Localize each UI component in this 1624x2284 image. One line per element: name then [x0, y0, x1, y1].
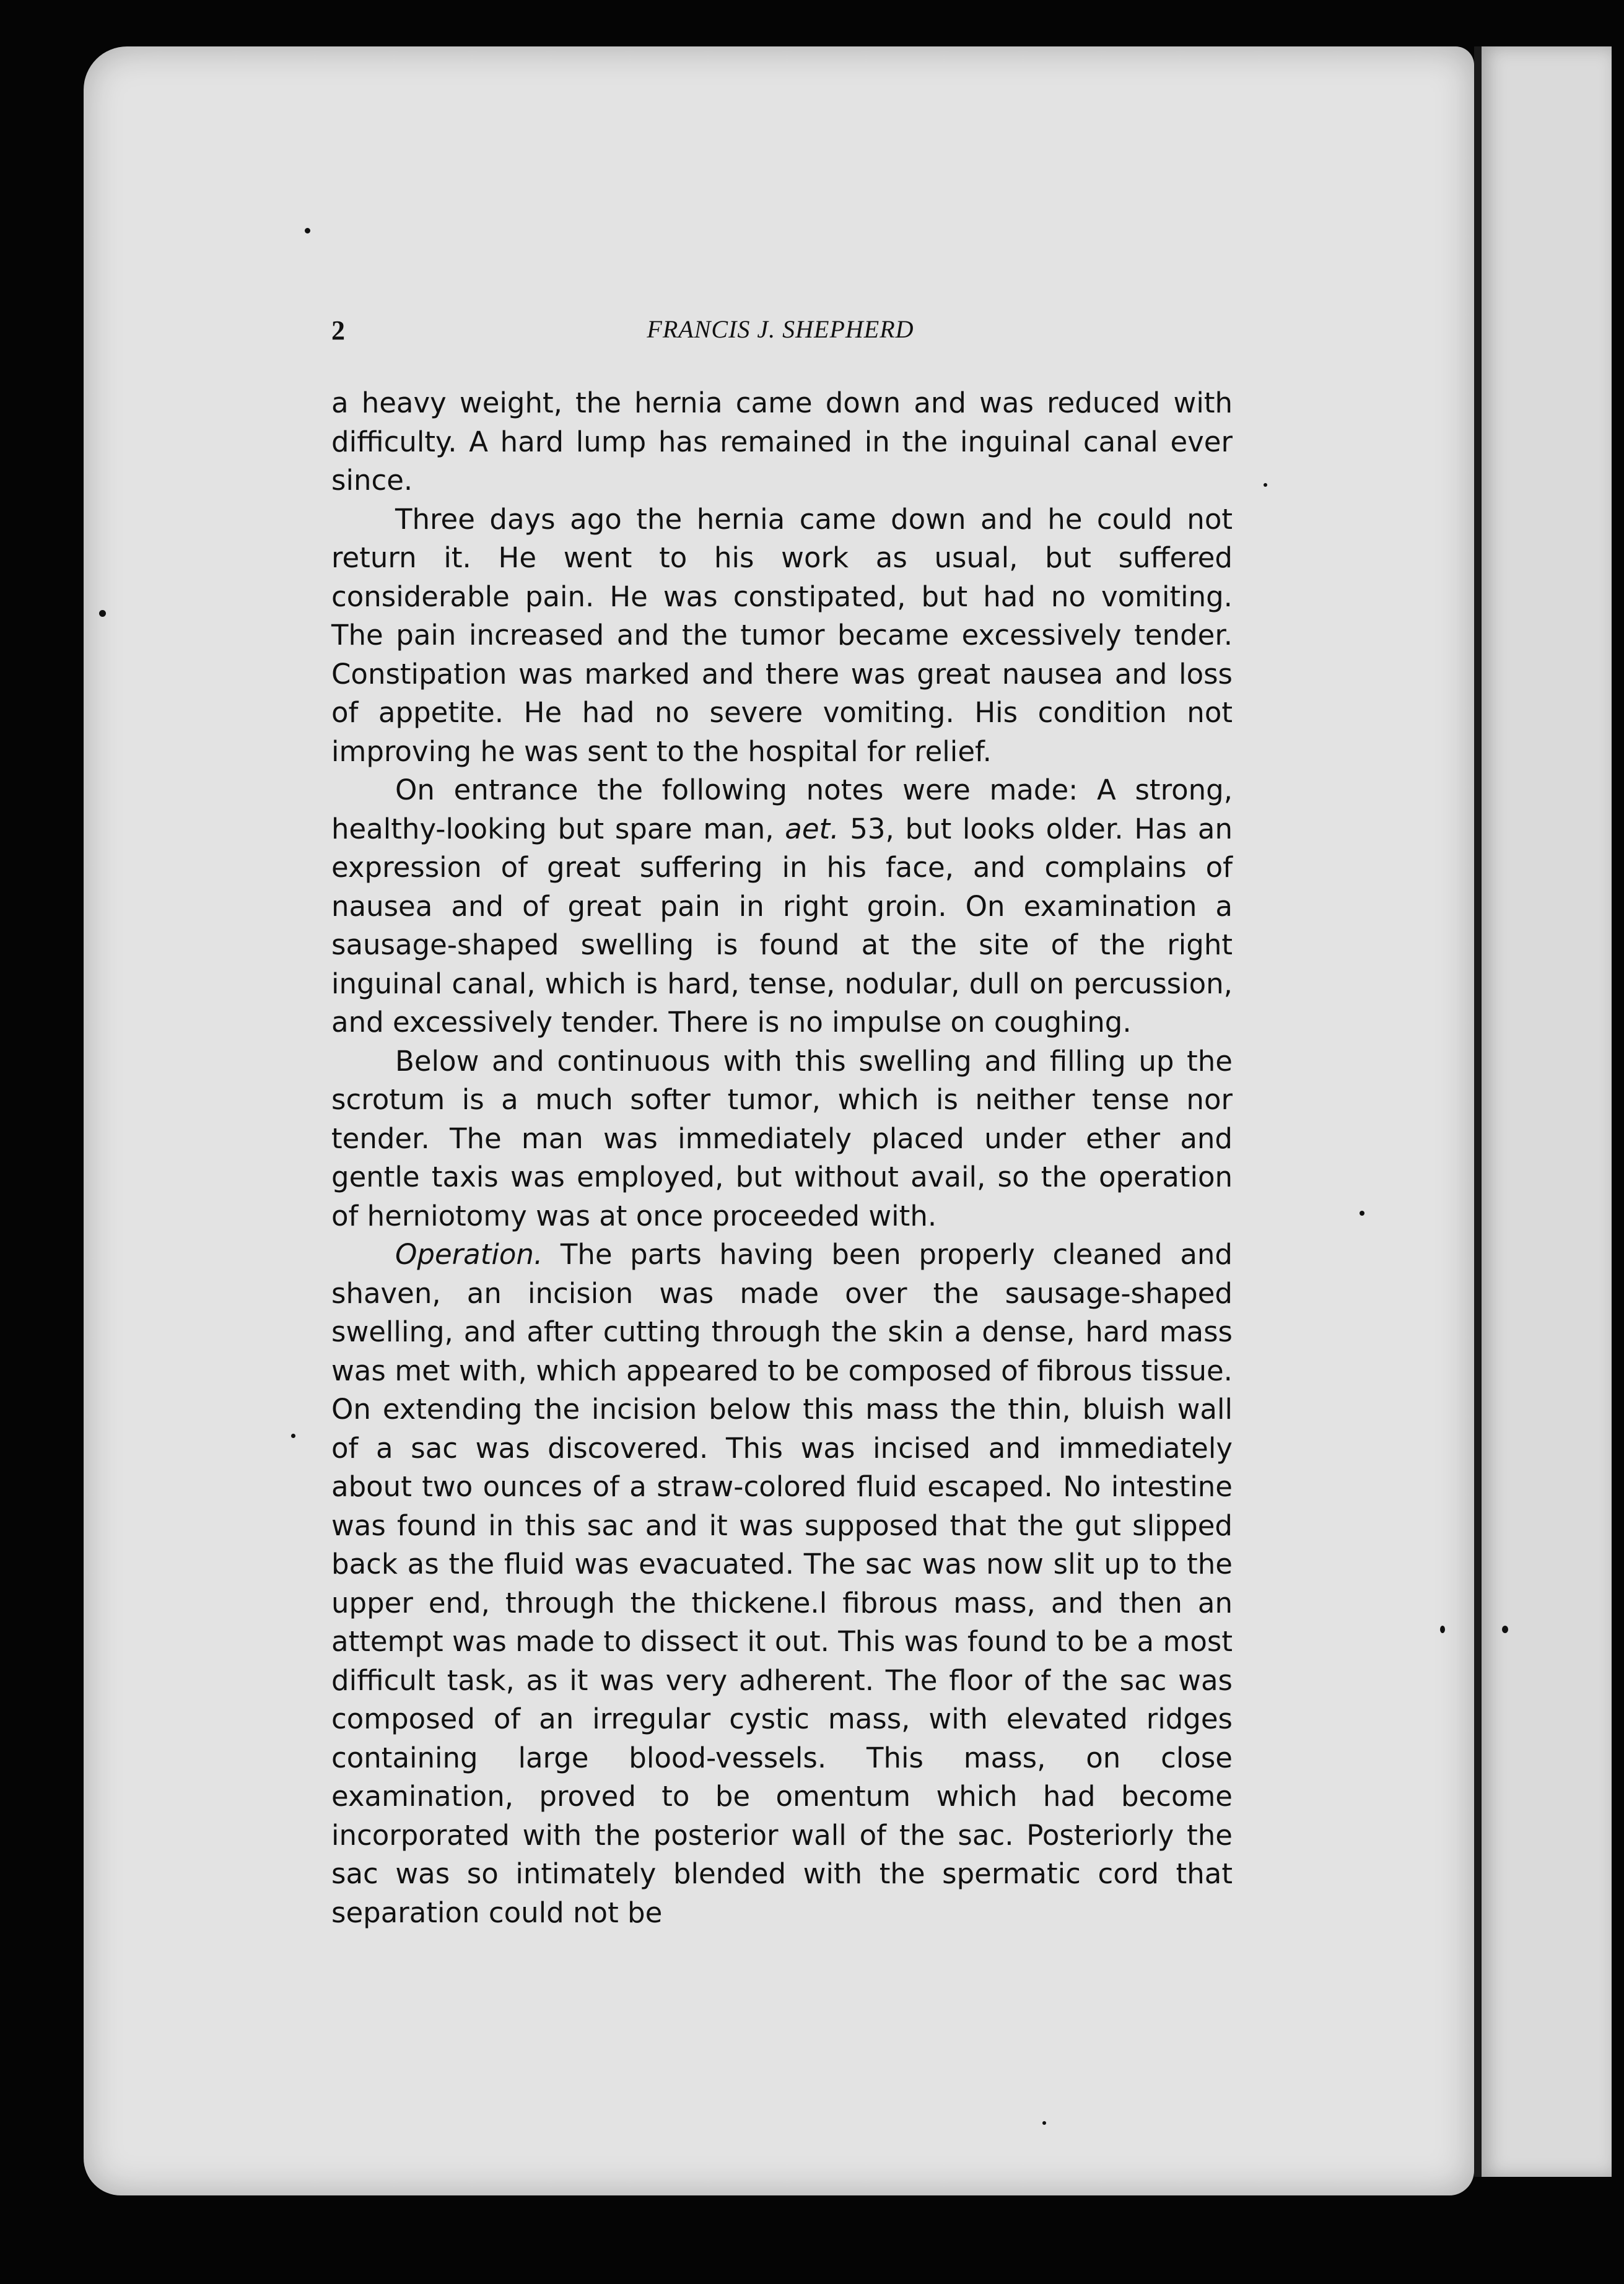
- scan-speck: [1042, 2121, 1046, 2125]
- paragraph-text: On entrance the following notes were made: A strong, healthy-looking but spare man,: [331, 774, 1233, 845]
- paragraph: Three days ago the hernia came down and he could not return it. He went to his work as usual, but suffered considerable pain. He was constipated, but had no vomiting. The pain increased and the tumor became excessively tender. Constipation was marked and there was great nausea and loss of appetite. He had no severe vomiting. His condition not improving he was sent to the hospital for relief.: [331, 502, 1233, 768]
- scan-speck: [1360, 1211, 1364, 1216]
- paragraph: a heavy weight, the hernia came down and was reduced with difficulty. A hard lump has remained in the inguinal canal ever since.: [331, 386, 1233, 497]
- running-head: FRANCIS J. SHEPHERD: [647, 315, 914, 343]
- page-gutter: [1474, 46, 1482, 2177]
- section-label: Operation.: [395, 1238, 543, 1271]
- body-text: [331, 384, 1233, 1932]
- paragraph: [331, 771, 1233, 1042]
- scan-speck: [1502, 1626, 1508, 1633]
- scan-speck: [1440, 1626, 1445, 1633]
- scan-speck: [1264, 483, 1267, 487]
- page-number: 2: [331, 315, 345, 346]
- italic-term: aet.: [785, 812, 839, 845]
- paragraph: Below and continuous with this swelling and filling up the scrotum is a much softer tumor, which is neither tense nor tender. The man was immediately placed under ether and gentle taxis was employed, but without avail, so the operation of herniotomy was at once proceeded with.: [331, 1044, 1233, 1232]
- scan-speck: [99, 610, 106, 617]
- scan-speck: [291, 1434, 295, 1438]
- scan-speck: [305, 228, 310, 233]
- facing-page-edge: [1482, 46, 1612, 2177]
- paragraph: [331, 1236, 1233, 1932]
- paragraph-text: 53, but looks older. Has an expression of great suffering in his face, and complains of nausea and of great pain in right groin. On examination a sausage-shaped swelling is found at the site of the right inguinal canal, which is hard, tense, nodular, dull on percussion, and excessively tender. There is no impulse on coughing.: [331, 812, 1233, 1039]
- paragraph-text: The parts having been properly cleaned and shaven, an incision was made over the sausage-shaped swelling, and after cutting through the skin a dense, hard mass was met with, which appeared to be composed of fibrous tissue. On extending the incision below this mass the thin, bluish wall of a sac was discovered. This was incised and immediately about two ounces of a straw-colored fluid escaped. No intestine was found in this sac and it was supposed that the gut slipped back as the fluid was evacuated. The sac was now slit up to the upper end, through the thickene.l fibrous mass, and then an attempt was made to dissect it out. This was found to be a most difficult task, as it was very adherent. The floor of the sac was composed of an irregular cystic mass, with elevated ridges containing large blood-vessels. This mass, on close examination, proved to be omentum which had become incorporated with the posterior wall of the sac. Posteriorly the sac was so intimately blended with the spermatic cord that separation could not be: [331, 1238, 1233, 1929]
- page-header: [331, 315, 1229, 358]
